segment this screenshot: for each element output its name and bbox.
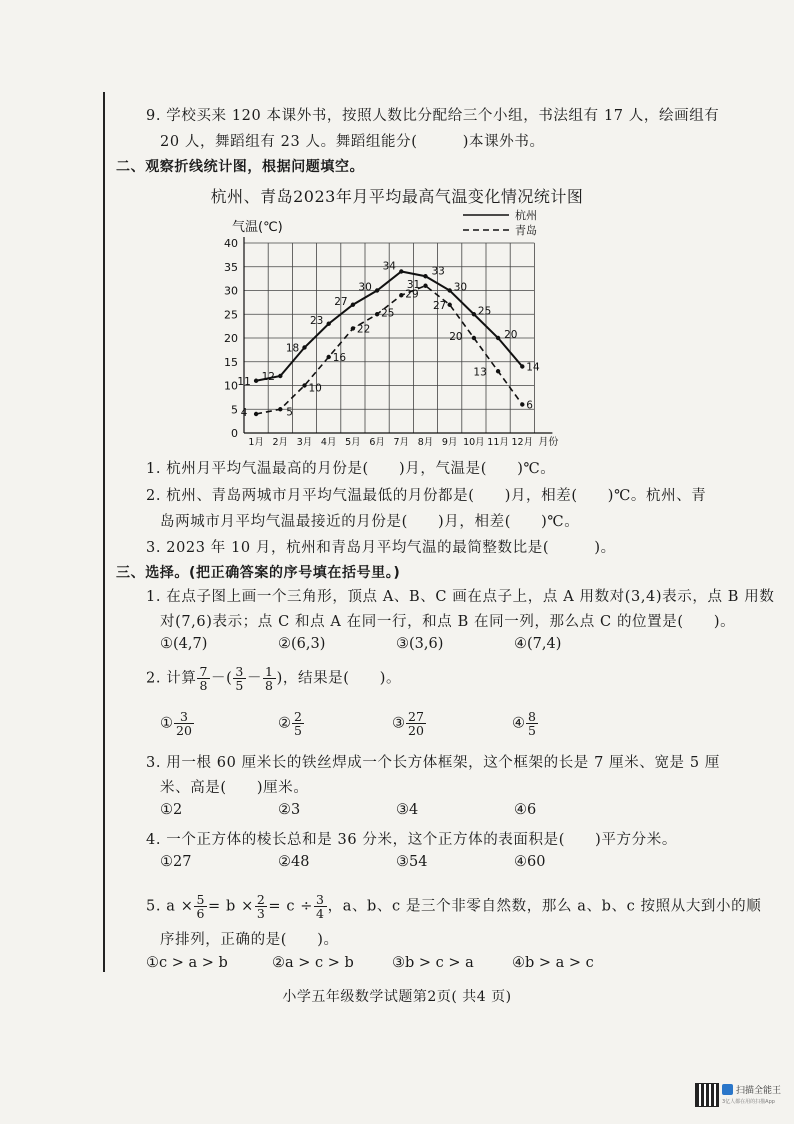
fraction-num: 3 [235,664,244,679]
chart-legend [463,208,537,237]
s3-q4-option-2: ②48 [278,854,310,870]
fraction [314,893,327,920]
s2-q1: 1. 杭州月平均气温最高的月份是( )月，气温是( )℃。 [146,461,556,477]
scanner-watermark-sub: 3亿人都在用的扫描App [722,1099,775,1105]
q9-line1: 9. 学校买来 120 本课外书，按照人数比分配给三个小组，书法组有 17 人，绘画组有 [146,108,720,124]
data-label: 33 [431,265,445,278]
fraction-den: 5 [235,678,244,693]
fraction [292,710,304,737]
data-label: 12 [261,371,275,383]
x-tick-label: 10月 [463,437,485,448]
x-tick-label: 1月 [248,437,264,448]
section2-title: 二、观察折线统计图，根据问题填空。 [116,159,365,175]
scanner-watermark: 扫描全能王 [736,1086,782,1096]
s3-q5-prefix: 5. a × [146,898,194,915]
data-point [327,322,331,326]
data-point [302,345,306,349]
s3-q4-option-1: ①27 [160,854,192,870]
data-label: 13 [473,366,487,379]
data-label: 11 [237,375,251,388]
data-label: 4 [240,407,248,419]
fraction-num: 8 [528,709,536,724]
x-tick-label: 3月 [296,437,313,448]
fraction [194,893,207,920]
data-point [327,355,331,359]
data-point [351,303,355,307]
s3-q2-option-2 [278,710,305,737]
fraction-den: 6 [196,906,206,921]
fraction-num: 5 [196,892,206,907]
s3-q5-option-4: ④b > a > c [512,955,594,971]
s3-q2 [146,665,401,692]
data-label: 14 [526,361,540,374]
y-tick-label: 15 [224,355,238,369]
fraction [197,665,210,692]
data-label: 22 [356,323,371,336]
s2-q3: 3. 2023 年 10 月，杭州和青岛月平均气温的最简整数比是( )。 [146,540,616,556]
s3-q4: 4. 一个正方体的棱长总和是 36 分米，这个正方体的表面积是( )平方分米。 [146,832,677,848]
data-label: 20 [449,331,463,343]
x-tick-label: 12月 [511,437,534,448]
s3-q5-suffix: ，a、b、c 是三个非零自然数，那么 a、b、c 按照从大到小的顺 [327,898,762,915]
fraction [233,665,246,692]
fraction [526,710,538,737]
x-tick-label: 11月 [487,437,509,448]
left-margin-rule [103,92,105,972]
y-tick-label: 30 [224,284,238,298]
data-point [254,412,258,416]
data-point [472,336,476,340]
temperature-line-chart [210,205,610,453]
data-point [351,326,355,330]
s3-q3-option-4: ④6 [514,802,537,818]
option-mark: ① [160,715,173,732]
y-tick-label: 40 [224,237,238,250]
data-label: 20 [504,329,518,341]
data-point [448,303,452,307]
s3-q1-option-4: ④(7,4) [514,636,562,652]
x-tick-label: 4月 [320,437,337,448]
data-label: 25 [477,305,492,318]
legend-label: 杭州 [515,209,537,222]
data-label: 6 [526,399,533,412]
x-tick-label: 7月 [393,437,410,448]
option-mark: ③ [392,715,405,732]
x-axis-label: 月份 [538,437,559,448]
data-label: 25 [381,307,395,320]
qr-code-icon [695,1083,719,1107]
s3-q1-line1: 1. 在点子图上画一个三角形，顶点 A、B、C 画在点子上，点 A 用数对(3,4)表示，点 B 用数 [146,589,775,605]
y-tick-label: 25 [224,308,238,322]
s3-q2-option-1 [160,710,195,737]
y-tick-label: 5 [231,403,238,417]
fraction-den: 3 [256,906,266,921]
legend-label: 青岛 [515,224,537,237]
data-point [254,379,258,383]
s3-q2-option-4 [512,710,539,737]
data-label: 27 [334,295,348,308]
fraction [406,710,426,737]
s3-q2-option-3 [392,710,427,737]
s3-q1-option-1: ①(4,7) [160,636,208,652]
data-point [375,312,379,316]
s3-q1-option-2: ②(6,3) [278,636,326,652]
x-tick-label: 9月 [441,437,458,448]
y-axis-label: 气温(℃) [232,220,283,235]
data-label: 31 [406,278,421,291]
y-tick-label: 0 [231,427,238,440]
x-tick-label: 5月 [345,437,361,448]
page-footer: 小学五年级数学试题第2页( 共4 页) [282,989,512,1005]
x-tick-label: 8月 [417,437,434,448]
data-point [399,269,403,273]
s3-q2-minus: － [246,670,263,687]
y-tick-label: 35 [224,260,238,274]
s3-q5-option-1: ①c > a > b [146,955,228,971]
fraction [255,893,268,920]
data-point [496,369,500,373]
fraction-den: 5 [528,723,536,738]
data-point [278,374,282,378]
s3-q3-line1: 3. 用一根 60 厘米长的铁丝焊成一个长方体框架，这个框架的长是 7 厘米、宽是 5 厘 [146,755,720,771]
data-label: 30 [453,281,468,294]
s3-q5-option-3: ③b > c > a [392,955,474,971]
fraction-den: 20 [408,723,424,738]
s3-q2-suffix: )，结果是( )。 [276,670,402,687]
data-label: 27 [433,299,447,312]
s3-q4-option-4: ④60 [514,854,546,870]
data-label: 5 [286,406,293,419]
x-tick-label: 6月 [369,437,385,448]
data-point [423,284,427,288]
fraction-den: 8 [265,678,274,693]
chart-title: 杭州、青岛2023年月平均最高气温变化情况统计图 [210,187,584,206]
data-point [423,274,427,278]
data-label: 34 [382,260,396,273]
data-point [496,336,500,340]
data-label: 23 [310,314,324,327]
x-tick-label: 2月 [272,437,289,448]
data-point [448,288,452,292]
fraction-num: 1 [265,664,274,679]
data-label: 30 [358,281,372,294]
fraction-num: 3 [174,710,194,724]
data-point [278,407,282,411]
q9-line2: 20 人，舞蹈组有 23 人。舞蹈组能分( )本课外书。 [160,134,545,150]
fraction-num: 27 [408,709,424,724]
data-label: 10 [308,382,322,395]
scanner-logo-icon [722,1084,733,1095]
s3-q1-option-3: ③(3,6) [396,636,444,652]
s3-q5-mid1: = b × [208,898,254,915]
section3-title: 三、选择。(把正确答案的序号填在括号里。) [116,565,401,581]
data-label: 29 [405,288,419,301]
data-point [302,383,306,387]
s3-q2-prefix: 2. 计算 [146,670,197,687]
s3-q3-option-3: ③4 [396,802,419,818]
s3-q2-mid: －( [211,670,233,687]
s2-q2-line2: 岛两城市月平均气温最接近的月份是( )月，相差( )℃。 [160,514,580,530]
fraction-num: 2 [294,709,302,724]
fraction-num: 2 [256,892,266,907]
fraction-den: 20 [176,723,192,738]
s3-q3-line2: 米、高是( )厘米。 [160,780,309,796]
fraction-den: 8 [199,678,209,693]
data-point [399,293,403,297]
y-tick-label: 20 [224,332,238,345]
data-label: 16 [332,352,347,364]
s3-q5 [146,893,761,920]
s3-q5-line2: 序排列，正确的是( )。 [160,932,339,948]
s3-q1-line2: 对(7,6)表示；点 C 和点 A 在同一行，和点 B 在同一列，那么点 C 的位置是( )。 [160,614,736,630]
fraction-num: 3 [316,892,325,907]
s3-q3-option-1: ①2 [160,802,183,818]
chart-labels [224,220,558,448]
option-mark: ④ [512,715,525,732]
s3-q4-option-3: ③54 [396,854,428,870]
fraction-den: 4 [316,906,325,921]
fraction [263,665,276,692]
fraction-num: 7 [199,664,209,679]
data-point [472,312,476,316]
s3-q5-option-2: ②a > c > b [272,955,354,971]
fraction-den: 5 [294,723,302,738]
data-point [520,364,524,368]
s2-q2-line1: 2. 杭州、青岛两城市月平均气温最低的月份都是( )月，相差( )℃。杭州、青 [146,488,707,504]
data-point [375,288,379,292]
option-mark: ② [278,715,291,732]
data-point [520,402,524,406]
fraction [174,710,194,737]
y-tick-label: 10 [224,379,238,393]
s3-q3-option-2: ②3 [278,802,301,818]
s3-q5-mid2: = c ÷ [268,898,314,915]
data-label: 18 [285,342,300,355]
